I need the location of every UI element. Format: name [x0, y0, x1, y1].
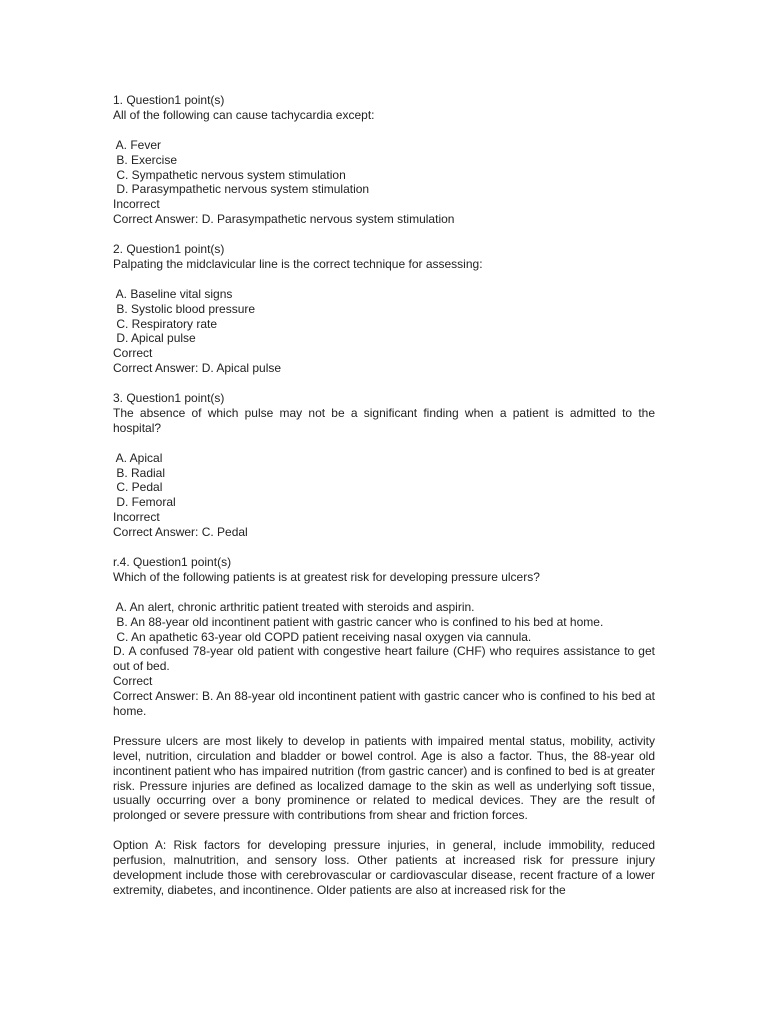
correct-answer: Correct Answer: B. An 88-year old incontinent patient with gastric cancer who is confined to his bed at home.	[113, 689, 655, 719]
question-header: 2. Question1 point(s)	[113, 242, 225, 257]
answer-option: C. Sympathetic nervous system stimulation	[113, 167, 346, 182]
result-status: Incorrect	[113, 510, 160, 525]
answer-option: C. Pedal	[113, 480, 163, 495]
answer-options	[113, 600, 655, 675]
question-3	[113, 391, 655, 540]
answer-option: C. An apathetic 63-year old COPD patient receiving nasal oxygen via cannula.	[113, 629, 532, 644]
question-prompt: Which of the following patients is at greatest risk for developing pressure ulcers?	[113, 569, 540, 584]
answer-option: D. Femoral	[113, 495, 176, 510]
question-header: 1. Question1 point(s)	[113, 93, 225, 107]
document-page	[113, 93, 655, 913]
answer-option: B. Radial	[113, 465, 166, 480]
question-prompt: The absence of which pulse may not be a significant finding when a patient is admitted to the hospital?	[113, 405, 655, 435]
answer-options	[113, 138, 655, 198]
answer-option: D. Apical pulse	[113, 331, 196, 346]
answer-options	[113, 451, 655, 511]
answer-option: A. Fever	[113, 137, 162, 152]
answer-option: B. Systolic blood pressure	[113, 301, 256, 316]
question-header: r.4. Question1 point(s)	[113, 555, 232, 569]
question-prompt: Palpating the midclavicular line is the correct technique for assessing:	[113, 256, 483, 271]
explanation-paragraph: Pressure ulcers are most likely to develop in patients with impaired mental status, mobility, activity level, nutrition, circulation and bladder or bowel control. Age is also a factor. Thus, the 88-year old incontinent patient who has impaired nutrition (from gastric cancer) and is confined to bed is at greater risk. Pressure injuries are defined as localized damage to the skin as well as underlying soft tissue, usually occurring over a bony prominence or related to medical devices. They are the result of prolonged or severe pressure with contributions from shear and friction forces.	[113, 733, 655, 823]
answer-option: C. Respiratory rate	[113, 316, 218, 331]
answer-options	[113, 287, 655, 347]
correct-answer: Correct Answer: D. Apical pulse	[113, 361, 282, 376]
answer-option: A. Apical	[113, 450, 163, 465]
question-2	[113, 242, 655, 376]
answer-option: B. An 88-year old incontinent patient with gastric cancer who is confined to his bed at home.	[113, 614, 604, 629]
answer-option: B. Exercise	[113, 152, 178, 167]
answer-option: A. An alert, chronic arthritic patient treated with steroids and aspirin.	[113, 599, 475, 614]
answer-option: D. A confused 78-year old patient with congestive heart failure (CHF) who requires assistance to get out of bed.	[113, 644, 655, 674]
question-1	[113, 93, 655, 227]
question-prompt: All of the following can cause tachycardia except:	[113, 107, 375, 122]
question-4	[113, 555, 655, 719]
result-status: Correct	[113, 674, 153, 689]
result-status: Incorrect	[113, 197, 160, 212]
answer-option: A. Baseline vital signs	[113, 286, 233, 301]
explanation-paragraph: Option A: Risk factors for developing pressure injuries, in general, include immobility, reduced perfusion, malnutrition, and sensory loss. Other patients at increased risk for pressure injury development include those with cerebrovascular or cardiovascular disease, recent fracture of a lower extremity, diabetes, and incontinence. Older patients are also at increased risk for the	[113, 838, 655, 897]
correct-answer: Correct Answer: C. Pedal	[113, 525, 248, 540]
answer-option: D. Parasympathetic nervous system stimulation	[113, 182, 370, 197]
question-header: 3. Question1 point(s)	[113, 391, 225, 406]
result-status: Correct	[113, 346, 153, 361]
correct-answer: Correct Answer: D. Parasympathetic nervous system stimulation	[113, 212, 455, 227]
